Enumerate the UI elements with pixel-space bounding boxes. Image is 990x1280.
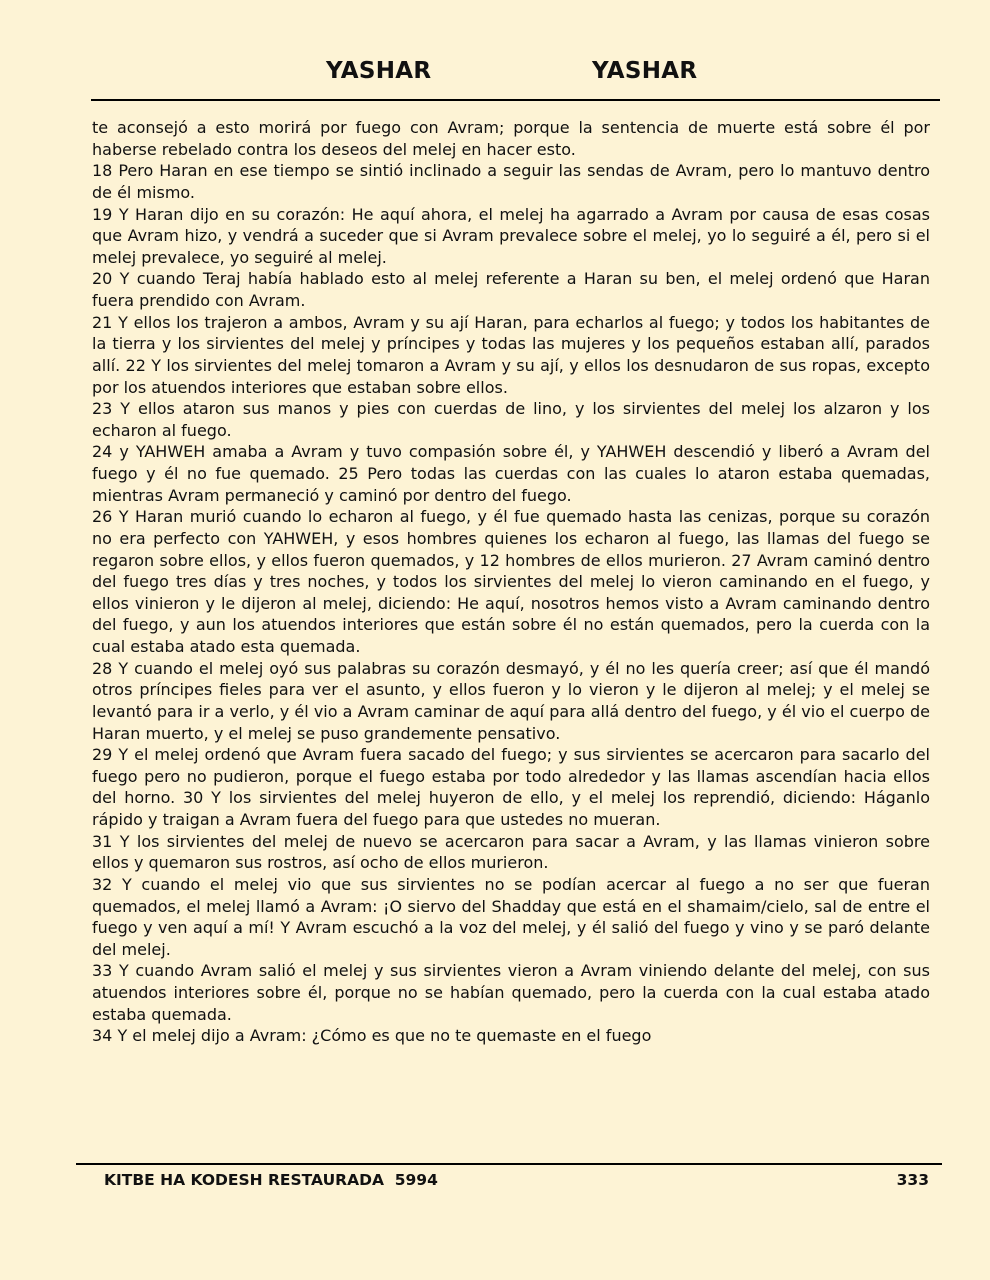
paragraph: 26 Y Haran murió cuando lo echaron al fuego, y él fue quemado hasta las cenizas, porque su corazón no era perfecto con YAHWEH, y esos hombres quienes los echaron al fuego, las llamas del fuego se regaron sobre ellos, y ellos fueron quemados, y 12 hombres de ellos murieron. 27 Avram caminó dentro del fuego tres días y tres noches, y todos los sirvientes del melej lo vieron caminando en el fuego, y ellos vinieron y le dijeron al melej, diciendo: He aquí, nosotros hemos visto a Avram caminando dentro del fuego, y aun los atuendos interiores que están sobre él no están quemados, pero la cuerda con la cual estaba atado esta quemada. (92, 507, 930, 656)
header-title-left: YASHAR (326, 58, 432, 84)
paragraph: 28 Y cuando el melej oyó sus palabras su corazón desmayó, y él no les quería creer; así que él mandó otros príncipes fieles para ver el asunto, y ellos fueron y lo vieron y le dijeron al melej; y el melej se levantó para ir a verlo, y él vio a Avram caminar de aquí para allá dentro del fuego, y él vio el cuerpo de Haran muerto, y el melej se puso grandemente pensativo. (92, 658, 930, 743)
header-divider (91, 99, 940, 101)
paragraph: 29 Y el melej ordenó que Avram fuera sacado del fuego; y sus sirvientes se acercaron para sacarlo del fuego pero no pudieron, porque el fuego estaba por todo alrededor y las llamas ascendían hacia ellos del horno. 30 Y los sirvientes del melej huyeron de ello, y el melej los reprendió, diciendo: Háganlo rápido y traigan a Avram fuera del fuego para que ustedes no mueran. (92, 745, 930, 829)
paragraph: 24 y YAHWEH amaba a Avram y tuvo compasión sobre él, y YAHWEH descendió y liberó a Avram del fuego y él no fue quemado. 25 Pero todas las cuerdas con las cuales lo ataron estaba quemadas, mientras Avram permaneció y caminó por dentro del fuego. (92, 442, 930, 505)
header-title-right: YASHAR (592, 58, 698, 84)
paragraph: 20 Y cuando Teraj había hablado esto al melej referente a Haran su ben, el melej ordenó que Haran fuera prendido con Avram. (92, 269, 930, 310)
paragraph: 33 Y cuando Avram salió el melej y sus sirvientes vieron a Avram viniendo delante del melej, con sus atuendos interiores sobre él, porque no se habían quemado, pero la cuerda con la cual estaba atado estaba quemada. (92, 961, 930, 1024)
page-number: 333 (896, 1171, 929, 1189)
page-header (0, 58, 990, 90)
paragraph: 31 Y los sirvientes del melej de nuevo se acercaron para sacar a Avram, y las llamas vinieron sobre ellos y quemaron sus rostros, así ocho de ellos murieron. (92, 831, 930, 873)
paragraph: 32 Y cuando el melej vio que sus sirvientes no se podían acercar al fuego a no ser que fueran quemados, el melej llamó a Avram: ¡O siervo del Shadday que está en el shamaim/cielo, sal de entre el fuego y ven aquí a mí! Y Avram escuchó a la voz del melej, y él salió del fuego y vino y se paró delante del melej. (92, 874, 930, 959)
paragraph: 34 Y el melej dijo a Avram: ¿Cómo es que no te quemaste en el fuego (92, 1026, 652, 1046)
paragraph: te aconsejó a esto morirá por fuego con Avram; porque la sentencia de muerte está sobre él por haberse rebelado contra los deseos del melej en hacer esto. (92, 118, 930, 159)
footer-divider (76, 1163, 942, 1165)
paragraph: 19 Y Haran dijo en su corazón: He aquí ahora, el melej ha agarrado a Avram por causa de esas cosas que Avram hizo, y vendrá a suceder que si Avram prevalece sobre el melej, yo lo seguiré a él, pero si el melej prevalece, yo seguiré al melej. (92, 204, 930, 267)
footer-book-title: KITBE HA KODESH RESTAURADA 5994 (104, 1171, 438, 1189)
body-text (92, 117, 930, 1143)
paragraph: 18 Pero Haran en ese tiempo se sintió inclinado a seguir las sendas de Avram, pero lo mantuvo dentro de él mismo. (92, 161, 930, 202)
paragraph: 23 Y ellos ataron sus manos y pies con cuerdas de lino, y los sirvientes del melej los alzaron y los echaron al fuego. (92, 399, 930, 440)
paragraph: 21 Y ellos los trajeron a ambos, Avram y su ají Haran, para echarlos al fuego; y todos los habitantes de la tierra y los sirvientes del melej y príncipes y todas las mujeres y los pequeños estaban allí, parados allí. 22 Y los sirvientes del melej tomaron a Avram y su ají, y ellos los desnudaron de sus ropas, excepto por los atuendos interiores que estaban sobre ellos. (92, 312, 930, 397)
